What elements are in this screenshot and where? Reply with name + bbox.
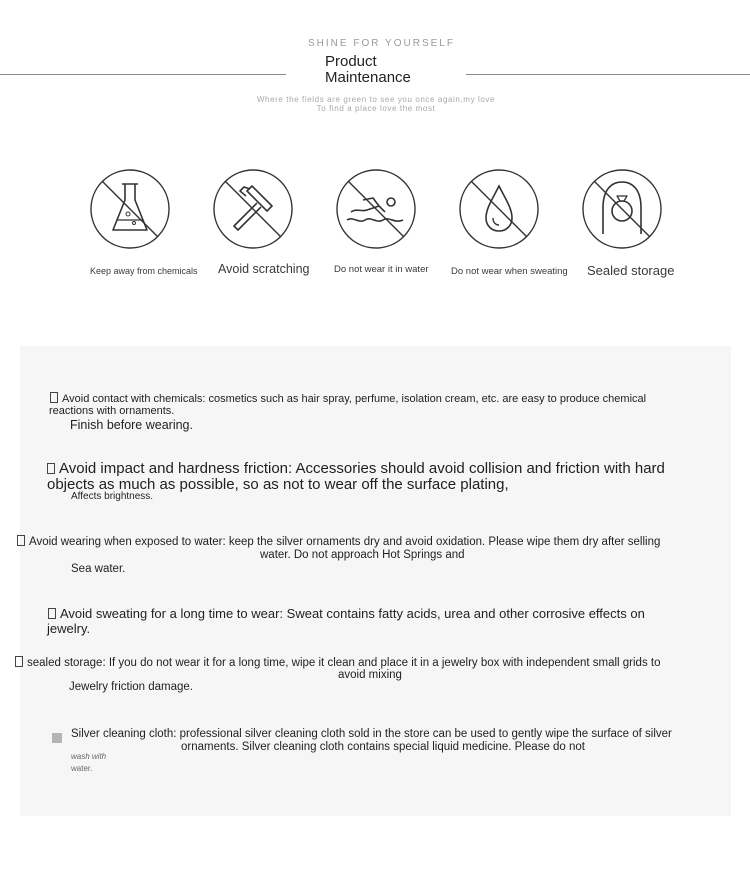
bullet-box-icon — [48, 608, 56, 619]
care-item-impact-line2: objects as much as possible, so as not to wear off the surface plating, — [47, 476, 509, 493]
label-no-water: Do not wear it in water — [334, 264, 429, 275]
label-avoid-scratching: Avoid scratching — [218, 262, 310, 276]
water-drop-icon — [458, 168, 540, 250]
care-item-water-line2: water. Do not approach Hot Springs and — [260, 549, 465, 561]
header-tagline: SHINE FOR YOURSELF — [308, 38, 455, 49]
page-title-line1: Product — [325, 53, 377, 70]
ring-icon — [581, 168, 663, 250]
care-item-storage-line2: avoid mixing — [338, 669, 402, 681]
care-item-water-line3: Sea water. — [71, 563, 126, 575]
header-rule-right — [466, 74, 750, 75]
care-item-impact-line3: Affects brightness. — [71, 491, 154, 502]
swimmer-icon — [335, 168, 417, 250]
header-rule-left — [0, 74, 286, 75]
care-item-cleaning-cloth-line4: water. — [71, 764, 93, 773]
bullet-square-icon — [52, 733, 62, 743]
label-no-sweating: Do not wear when sweating — [451, 266, 568, 277]
header-subtitle-line2: To find a place love the most — [316, 104, 436, 113]
hammer-icon — [212, 168, 294, 250]
care-item-sweat-line2: jewelry. — [47, 621, 91, 636]
care-item-chemicals-line3: Finish before wearing. — [70, 418, 193, 432]
care-item-storage: sealed storage: If you do not wear it for a long time, wipe it clean and place it in a jewelry box with independent small grids to — [15, 656, 661, 669]
care-item-sweat: Avoid sweating for a long time to wear: Sweat contains fatty acids, urea and other corrosive effects on — [48, 606, 645, 621]
page-title-line2: Maintenance — [325, 69, 411, 86]
care-item-cleaning-cloth-line3: wash with — [71, 752, 107, 761]
care-item-cleaning-cloth: Silver cleaning cloth: professional silver cleaning cloth sold in the store can be used to gently wipe the surface of silver — [71, 728, 672, 740]
care-item-impact: Avoid impact and hardness friction: Accessories should avoid collision and friction with hard — [47, 460, 665, 477]
bullet-box-icon — [17, 535, 25, 546]
label-sealed-storage: Sealed storage — [587, 263, 675, 278]
header-subtitle-line1: Where the fields are green to see you once again,my love — [256, 95, 496, 104]
bullet-box-icon — [47, 463, 55, 474]
care-item-water: Avoid wearing when exposed to water: keep the silver ornaments dry and avoid oxidation. Please wipe them dry after selling — [17, 535, 660, 548]
bullet-box-icon — [50, 392, 58, 403]
care-item-cleaning-cloth-line2: ornaments. Silver cleaning cloth contains special liquid medicine. Please do not — [181, 741, 586, 753]
care-item-chemicals-line2: reactions with ornaments. — [49, 405, 175, 417]
page-title — [325, 54, 411, 86]
label-keep-away-chemicals: Keep away from chemicals — [90, 266, 198, 276]
chemical-flask-icon — [89, 168, 171, 250]
bullet-box-icon — [15, 656, 23, 667]
care-item-chemicals: Avoid contact with chemicals: cosmetics such as hair spray, perfume, isolation cream, etc. are easy to produce chemical — [50, 392, 646, 405]
care-item-storage-line3: Jewelry friction damage. — [69, 681, 193, 693]
